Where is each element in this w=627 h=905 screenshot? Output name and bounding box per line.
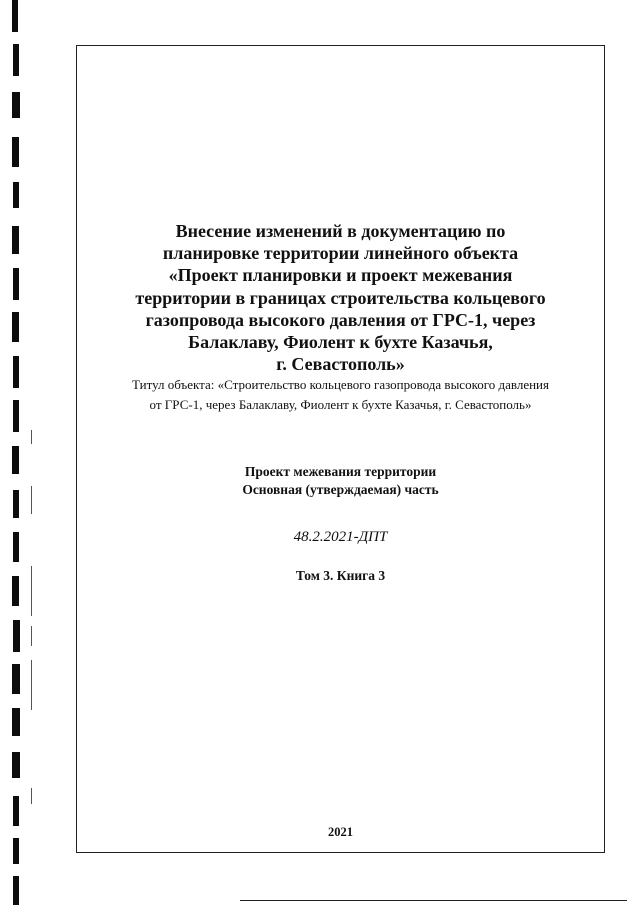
binding-hole (13, 356, 19, 388)
document-title (77, 220, 604, 375)
year-label: 2021 (328, 825, 353, 839)
title-line: г. Севастополь» (276, 354, 405, 375)
scan-artifact (31, 486, 32, 514)
binding-hole (12, 446, 19, 474)
title-line: планировке территории линейного объекта (162, 243, 519, 264)
page-edge-line (240, 900, 627, 901)
binding-hole (12, 0, 18, 32)
title-page-frame (76, 45, 605, 853)
title-line: «Проект планировки и проект межевания (168, 265, 513, 286)
binding-hole (13, 44, 19, 76)
binding-hole (13, 620, 20, 652)
title-line: Балаклаву, Фиолент к бухте Казачья, (188, 332, 493, 353)
title-line: газопровода высокого давления от ГРС-1, через (145, 309, 536, 330)
binding-hole (12, 137, 19, 167)
binding-hole (13, 876, 19, 905)
binding-hole (12, 664, 20, 694)
binding-hole (13, 400, 19, 432)
scan-artifact (31, 626, 32, 646)
volume-label: Том 3. Книга 3 (295, 568, 386, 583)
scan-artifact (31, 430, 32, 444)
binding-hole (13, 182, 19, 208)
binding-hole (12, 92, 20, 118)
scan-artifact (31, 788, 32, 804)
object-title-line: Титул объекта: «Строительство кольцевого газопровода высокого давления (132, 377, 549, 392)
section-heading (77, 463, 604, 499)
binding-hole (12, 576, 19, 606)
object-title (77, 375, 604, 415)
binding-hole (12, 708, 20, 736)
scan-artifact (31, 566, 32, 616)
binding-hole (12, 312, 19, 342)
binding-hole (13, 796, 19, 826)
binding-hole (12, 752, 20, 778)
object-title-line: от ГРС-1, через Балаклаву, Фиолент к бухте Казачья, г. Севастополь» (149, 397, 532, 412)
binding-hole (12, 226, 19, 254)
title-line: территории в границах строительства кольцевого (135, 287, 546, 308)
binding-hole (13, 838, 19, 864)
binding-hole (13, 268, 19, 300)
scan-artifact (31, 660, 32, 710)
title-line: Внесение изменений в документацию по (175, 221, 506, 241)
binding-hole (13, 490, 19, 518)
document-code: 48.2.2021-ДПТ (293, 529, 388, 545)
section-line: Проект межевания территории (244, 464, 437, 479)
binding-hole (13, 532, 19, 562)
binding-holes (0, 0, 40, 905)
section-line: Основная (утверждаемая) часть (242, 482, 439, 497)
